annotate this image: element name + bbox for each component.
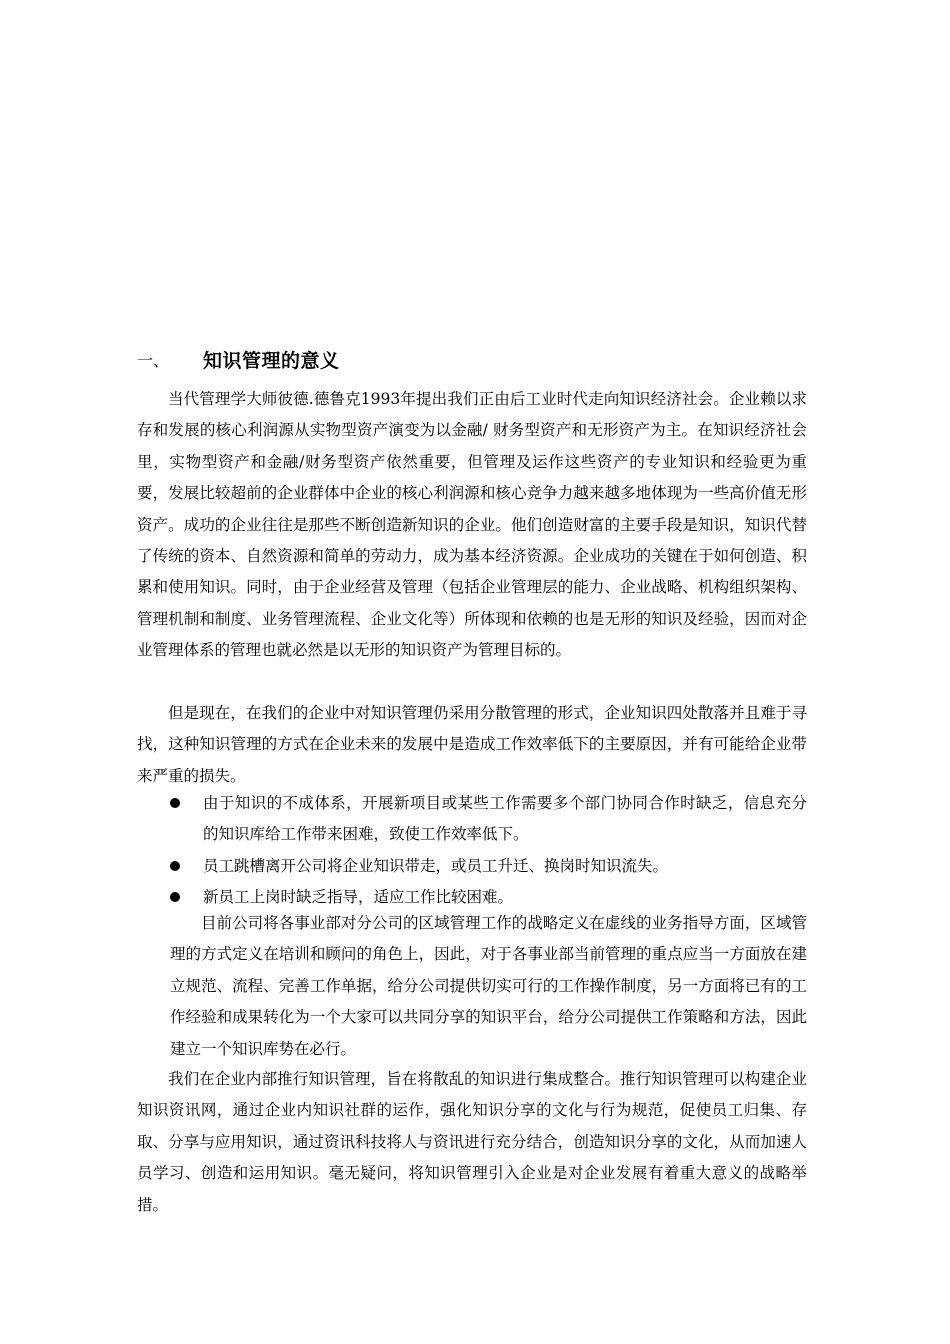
section-heading (137, 344, 340, 374)
paragraph-current-problem: 但是现在，在我们的企业中对知识管理仍采用分散管理的形式，企业知识四处散落并且难于寻找，这种知识管理的方式在企业未来的发展中是造成工作效率低下的主要原因，并有可能给企业带来严重的损失。 (137, 704, 807, 785)
paragraph-intro: 当代管理学大师彼德.德鲁克1993年提出我们正由后工业时代走向知识经济社会。企业赖以求存和发展的核心利润源从实物型资产演变为以金融/ 财务型资产和无形资产为主。在知识经济社会里，实物型资产和金融/财务型资产依然重要，但管理及运作这些资产的专业知识和经验更为重要，发展比较超前的企业群体中企业的核心利润源和核心竞争力越来越多地体现为一些高价值无形资产。成功的企业往往是那些不断创造新知识的企业。他们创造财富的主要手段是知识，知识代替了传统的资本、自然资源和简单的劳动力，成为基本经济资源。企业成功的关键在于如何创造、积累和使用知识。同时，由于企业经营及管理（包括企业管理层的能力、企业战略、机构组织架构、管理机制和制度、业务管理流程、企业文化等）所体现和依赖的也是无形的知识及经验，因而对企业管理体系的管理也就必然是以无形的知识资产为管理目标的。 (137, 390, 807, 660)
bullet-dot-icon (170, 892, 180, 902)
bullet-dot-icon (170, 798, 180, 808)
bullet-item (137, 788, 807, 851)
bullet-dot-icon (170, 861, 180, 871)
paragraph-company-strategy: 目前公司将各事业部对分公司的区域管理工作的战略定义在虚线的业务指导方面，区域管理的方式定义在培训和顾问的角色上，因此，对于各事业部当前管理的重点应当一方面放在建立规范、流程、完善工作单据，给分公司提供切实可行的工作操作制度，另一方面将已有的工作经验和成果转化为一个大家可以共同分享的知识平台，给分公司提供工作策略和方法，因此建立一个知识库势在必行。 (170, 914, 807, 1058)
paragraph-conclusion: 我们在企业内部推行知识管理，旨在将散乱的知识进行集成整合。推行知识管理可以构建企业知识资讯网，通过企业内知识社群的运作，强化知识分享的文化与行为规范，促使员工归集、存取、分享与应用知识，通过资讯科技将人与资讯进行充分结合，创造知识分享的文化，从而加速人员学习、创造和运用知识。毫无疑问，将知识管理引入企业是对企业发展有着重大意义的战略举措。 (137, 1070, 807, 1214)
bullet-text: 员工跳槽离开公司将企业知识带走，或员工升迁、换岗时知识流失。 (203, 856, 669, 875)
problem-bullet-list (137, 788, 807, 914)
bullet-item (137, 851, 807, 882)
section-title: 知识管理的意义 (203, 349, 340, 372)
section-number: 一、 (137, 350, 170, 370)
bullet-text: 新员工上岗时缺乏指导，适应工作比较困难。 (203, 888, 514, 907)
bullet-text: 由于知识的不成体系，开展新项目或某些工作需要多个部门协同合作时缺乏，信息充分的知识库给工作带来困难，致使工作效率低下。 (203, 794, 807, 844)
